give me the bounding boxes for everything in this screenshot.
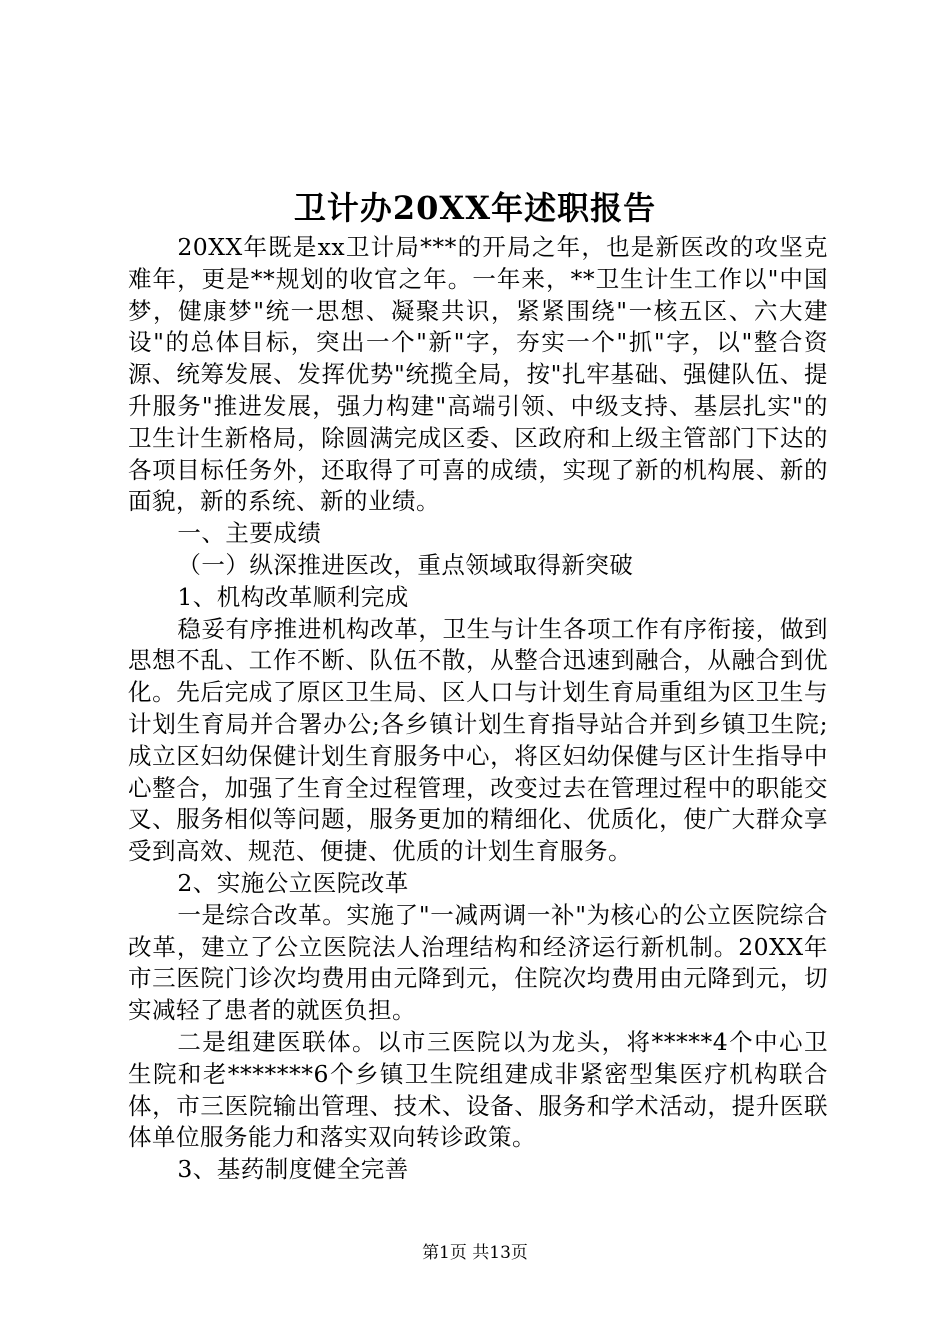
document-body <box>128 232 828 1186</box>
paragraph-intro: 20XX年既是xx卫计局***的开局之年，也是新医改的攻坚克难年，更是**规划的收官之年。一年来，**卫生计生工作以"中国梦，健康梦"统一思想、凝聚共识，紧紧围绕"一核五区、六大建设"的总体目标，突出一个"新"字，夯实一个"抓"字，以"整合资源、统筹发展、发挥优势"统揽全局，按"扎牢基础、强健队伍、提升服务"推进发展，强力构建"高端引领、中级支持、基层扎实"的卫生计生新格局，除圆满完成区委、区政府和上级主管部门下达的各项目标任务外，还取得了可喜的成绩，实现了新的机构展、新的面貌，新的系统、新的业绩。 <box>128 233 828 516</box>
paragraph-institutional-reform: 稳妥有序推进机构改革，卫生与计生各项工作有序衔接，做到思想不乱、工作不断、队伍不散，从整合迅速到融合，从融合到优化。先后完成了原区卫生局、区人口与计划生育局重组为区卫生与计划生育局并合署办公;各乡镇计划生育指导站合并到乡镇卫生院;成立区妇幼保健计划生育服务中心，将区妇幼保健与区计生指导中心整合，加强了生育全过程管理，改变过去在管理过程中的职能交叉、服务相似等问题，服务更加的精细化、优质化，使广大群众享受到高效、规范、便捷、优质的计划生育服务。 <box>128 614 828 866</box>
item-heading-essential-drugs: 3、基药制度健全完善 <box>177 1155 409 1184</box>
heading-main-achievements: 一、主要成绩 <box>177 519 322 548</box>
paragraph-comprehensive-reform: 一是综合改革。实施了"一减两调一补"为核心的公立医院综合改革，建立了公立医院法人治理结构和经济运行新机制。20XX年市三医院门诊次均费用由元降到元，住院次均费用由元降到元，切实减轻了患者的就医负担。 <box>128 900 828 1025</box>
document-title: 卫计办20XX年述职报告 <box>293 189 657 227</box>
paragraph-medical-alliance: 二是组建医联体。以市三医院以为龙头，将*****4个中心卫生院和老*******6个乡镇卫生院组建成非紧密型集医疗机构联合体，市三医院输出管理、技术、设备、服务和学术活动，提升医联体单位服务能力和落实双向转诊政策。 <box>128 1027 828 1152</box>
item-heading-public-hospital-reform: 2、实施公立医院改革 <box>177 868 409 897</box>
item-heading-institutional-reform: 1、机构改革顺利完成 <box>177 582 409 611</box>
page-number-footer: 第1页 共13页 <box>422 1243 528 1263</box>
subheading-medical-reform: （一）纵深推进医改，重点领域取得新突破 <box>177 550 634 579</box>
